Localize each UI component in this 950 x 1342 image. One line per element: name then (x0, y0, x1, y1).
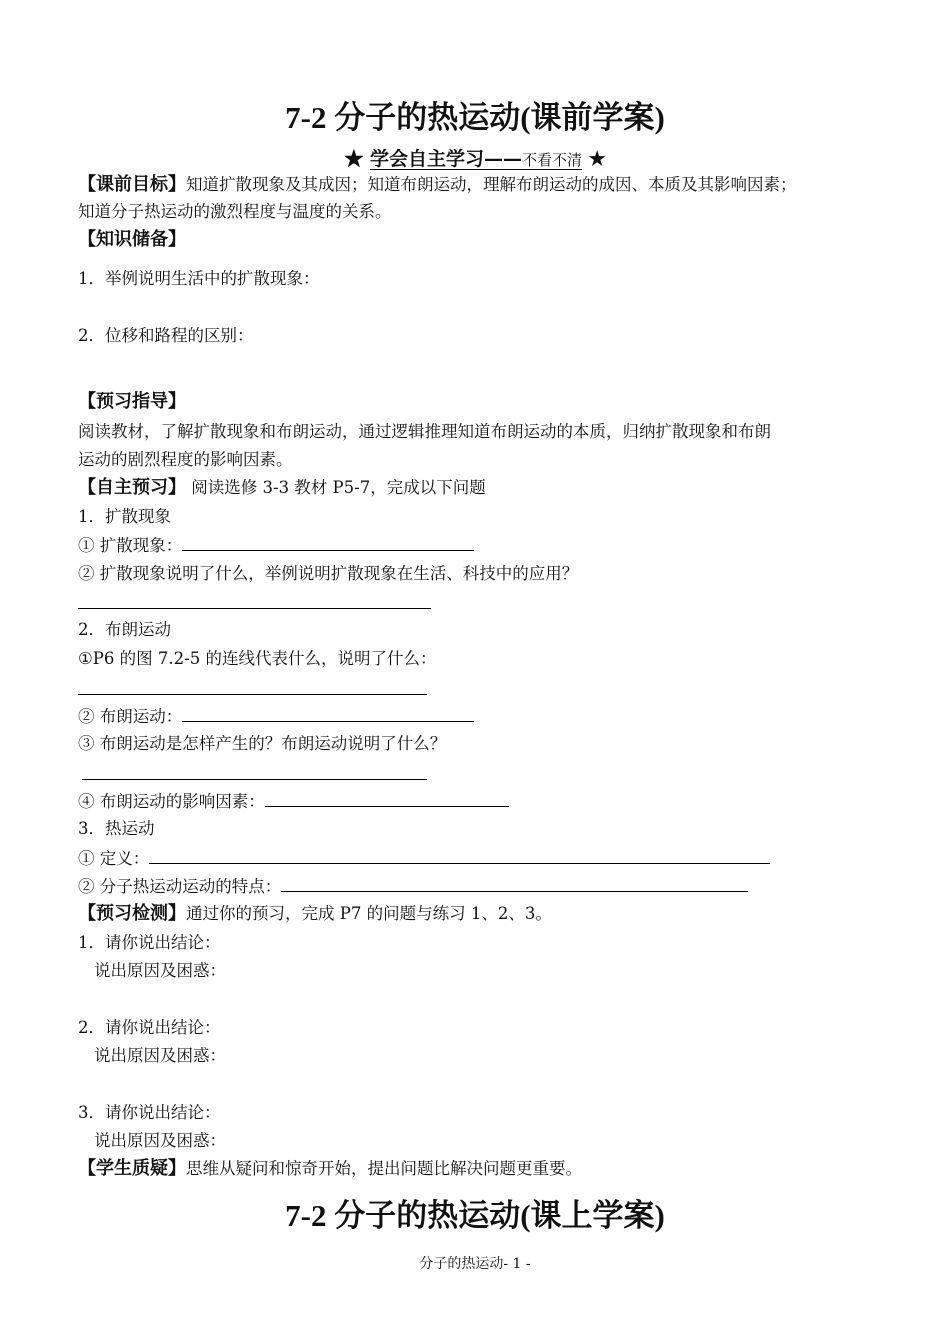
s1-a: ① 扩散现象： (78, 536, 183, 555)
guide-text-1: 阅读教材，了解扩散现象和布朗运动，通过逻辑推理知道布朗运动的本质，归纳扩散现象和布朗 (78, 422, 771, 441)
check-line (78, 903, 552, 925)
s2-b: ② 布朗运动： (78, 707, 183, 726)
s3-a: ① 定义： (78, 849, 150, 868)
check-r2: 说出原因及困惑： (94, 1046, 226, 1065)
knowledge-q2: 2．位移和路程的区别： (78, 326, 254, 345)
s3-b-line (78, 875, 748, 898)
check-q1: 1．请你说出结论： (78, 933, 221, 952)
knowledge-label: 【知识储备】 (78, 229, 186, 250)
doubt-line (78, 1158, 582, 1180)
page-title: 7-2 分子的热运动(课前学案) (285, 100, 665, 135)
s1-b: ② 扩散现象说明了什么，举例说明扩散现象在生活、科技中的应用？ (78, 564, 579, 583)
goal-text-2: 知道分子热运动的激烈程度与温度的关系。 (78, 202, 392, 221)
s2-head: 2．布朗运动 (78, 620, 171, 639)
knowledge-q1: 1．举例说明生活中的扩散现象： (78, 269, 320, 288)
self-line (78, 477, 486, 499)
s2-a: ①P6 的图 7.2-5 的连线代表什么，说明了什么： (78, 649, 437, 668)
subtitle-small: 不看不清 (521, 151, 582, 169)
goal-text-1: 知道扩散现象及其成因；知道布朗运动，理解布朗运动的成因、本质及其影响因素； (186, 175, 797, 194)
goal-label: 【课前目标】 (78, 174, 186, 195)
s2-c: ③ 布朗运动是怎样产生的？布朗运动说明了什么？ (78, 734, 447, 753)
section-title: 7-2 分子的热运动(课上学案) (285, 1198, 665, 1233)
doubt-text: 思维从疑问和惊奇开始，提出问题比解决问题更重要。 (186, 1159, 582, 1178)
self-text: 阅读选修 3-3 教材 P5-7，完成以下问题 (186, 478, 486, 497)
guide-text-2: 运动的剧烈程度的影响因素。 (78, 450, 293, 469)
subtitle-main: 学会自主学习—— (369, 148, 522, 170)
check-label: 【预习检测】 (78, 903, 186, 924)
s2-d: ④ 布朗运动的影响因素： (78, 792, 265, 811)
answer-blank[interactable] (78, 608, 431, 609)
s2-b-line (78, 705, 474, 728)
self-label: 【自主预习】 (78, 477, 186, 498)
check-q2: 2．请你说出结论： (78, 1018, 221, 1037)
answer-blank[interactable] (281, 875, 748, 892)
star-icon: ★ (588, 148, 606, 170)
goal-line (78, 174, 797, 196)
answer-blank[interactable] (182, 705, 474, 722)
answer-blank[interactable] (149, 847, 770, 864)
check-q3: 3．请你说出结论： (78, 1103, 221, 1122)
check-text: 通过你的预习，完成 P7 的问题与练习 1、2、3。 (186, 904, 552, 923)
subtitle (0, 144, 950, 171)
answer-blank[interactable] (82, 779, 427, 780)
s1-a-line (78, 534, 474, 557)
doubt-label: 【学生质疑】 (78, 1158, 186, 1179)
s3-head: 3．热运动 (78, 819, 155, 838)
s2-d-line (78, 790, 509, 813)
s3-a-line (78, 847, 770, 870)
s1-head: 1．扩散现象 (78, 507, 171, 526)
guide-label: 【预习指导】 (78, 391, 186, 412)
s3-b: ② 分子热运动运动的特点： (78, 877, 282, 896)
check-r3: 说出原因及困惑： (94, 1131, 226, 1150)
page-footer: 分子的热运动- 1 - (419, 1256, 531, 1272)
answer-blank[interactable] (182, 534, 474, 551)
answer-blank[interactable] (78, 694, 427, 695)
check-r1: 说出原因及困惑： (94, 961, 226, 980)
answer-blank[interactable] (265, 790, 509, 807)
star-icon: ★ (344, 148, 364, 170)
